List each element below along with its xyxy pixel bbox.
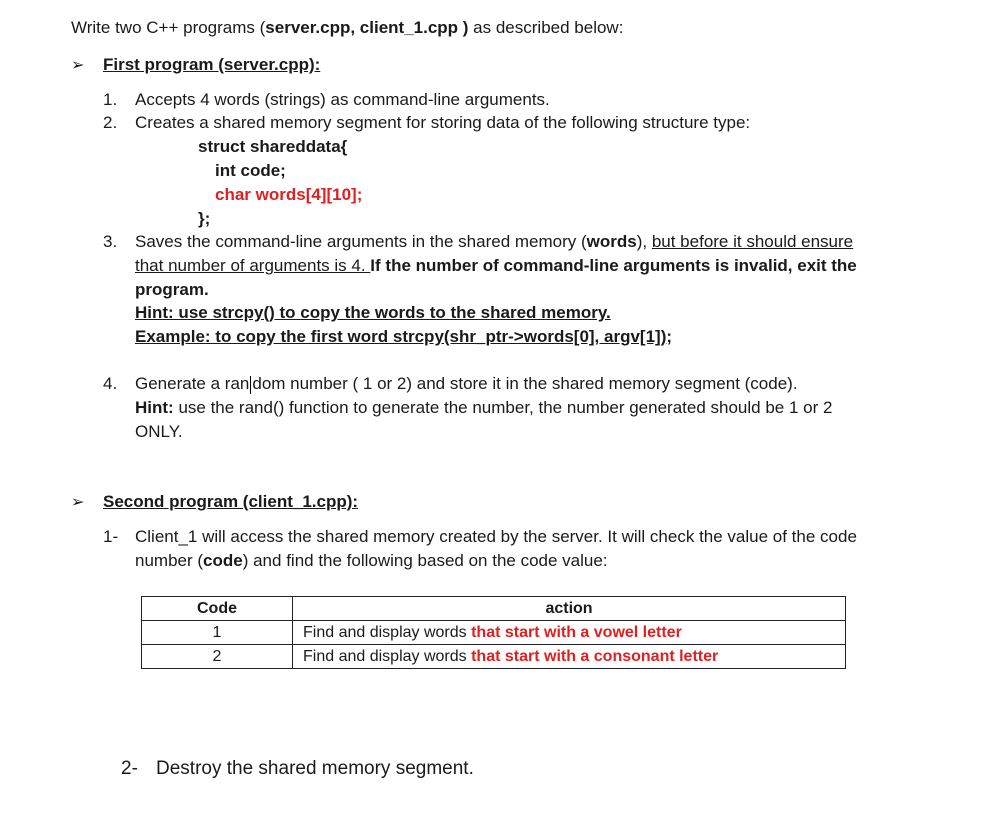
item3-line1	[135, 230, 853, 254]
struct-line-words: char words[4][10];	[215, 185, 363, 204]
item4-line2	[135, 396, 832, 420]
item4-hint-text: use the rand() function to generate the number, the number generated should be 1 or 2	[173, 398, 833, 417]
client-item1-line2	[135, 549, 608, 573]
item3-underlined: that number of arguments is 4.	[135, 256, 371, 275]
item3-line3: program.	[135, 280, 209, 299]
item4-text: Generate a ran	[135, 374, 250, 393]
first-program-heading: First program (server.cpp):	[103, 55, 321, 74]
item3-line2	[135, 254, 857, 278]
item-number: 4.	[103, 374, 118, 393]
intro-line	[71, 16, 623, 40]
client-item2-text: Destroy the shared memory segment.	[156, 758, 474, 779]
struct-line: int code;	[215, 161, 286, 180]
item-text: Accepts 4 words (strings) as command-line arguments.	[135, 90, 550, 109]
table-header-row	[142, 597, 846, 621]
struct-line: struct shareddata{	[198, 137, 348, 156]
item-number: 2-	[121, 758, 138, 779]
item4-text: dom number ( 1 or 2) and store it in the shared memory segment (code).	[252, 374, 798, 393]
struct-line: };	[198, 209, 211, 228]
intro-filenames: server.cpp, client_1.cpp )	[265, 18, 469, 37]
item3-underlined: but before it should ensure	[651, 232, 854, 251]
table-cell-action	[293, 645, 846, 669]
item-number: 3.	[103, 232, 118, 251]
table-header-code: Code	[142, 597, 293, 621]
table-cell-code: 2	[142, 645, 293, 669]
item4-hint-label: Hint:	[135, 398, 174, 417]
action-text: Find and display words	[303, 648, 472, 665]
item3-words: words	[586, 232, 637, 251]
item-number: 2.	[103, 113, 118, 132]
item3-text: Saves the command-line arguments in the shared memory (	[135, 232, 587, 251]
action-highlight: that start with a vowel letter	[471, 624, 682, 641]
item3-text: ),	[636, 232, 652, 251]
arrow-bullet-icon: ➢	[71, 57, 85, 74]
table-row	[142, 621, 846, 645]
item3-bold: If the number of command-line arguments is invalid, exit the	[370, 256, 857, 275]
arrow-bullet-icon: ➢	[71, 494, 85, 511]
action-text: Find and display words	[303, 624, 472, 641]
table-cell-action	[293, 621, 846, 645]
table-row	[142, 645, 846, 669]
item-text: Creates a shared memory segment for storing data of the following structure type:	[135, 113, 751, 132]
intro-text-end: as described below:	[468, 18, 624, 37]
table-header-action: action	[293, 597, 846, 621]
item4-line1	[135, 372, 798, 396]
item-number: 1-	[103, 527, 119, 546]
intro-text: Write two C++ programs (	[71, 18, 266, 37]
item-number: 1.	[103, 90, 118, 109]
action-highlight: that start with a consonant letter	[471, 648, 719, 665]
code-action-table	[141, 596, 846, 669]
table-cell-code: 1	[142, 621, 293, 645]
item3-example: Example: to copy the first word strcpy(shr_ptr->words[0], argv[1]);	[135, 327, 673, 346]
second-program-heading: Second program (client_1.cpp):	[103, 492, 359, 511]
client-text: number (	[135, 551, 204, 570]
item3-hint: Hint: use strcpy() to copy the words to the shared memory.	[135, 303, 611, 322]
client-item1-line1: Client_1 will access the shared memory created by the server. It will check the value of the code	[135, 527, 857, 546]
client-text: ) and find the following based on the code value:	[242, 551, 608, 570]
item4-line3: ONLY.	[135, 422, 183, 441]
client-code-word: code	[203, 551, 243, 570]
